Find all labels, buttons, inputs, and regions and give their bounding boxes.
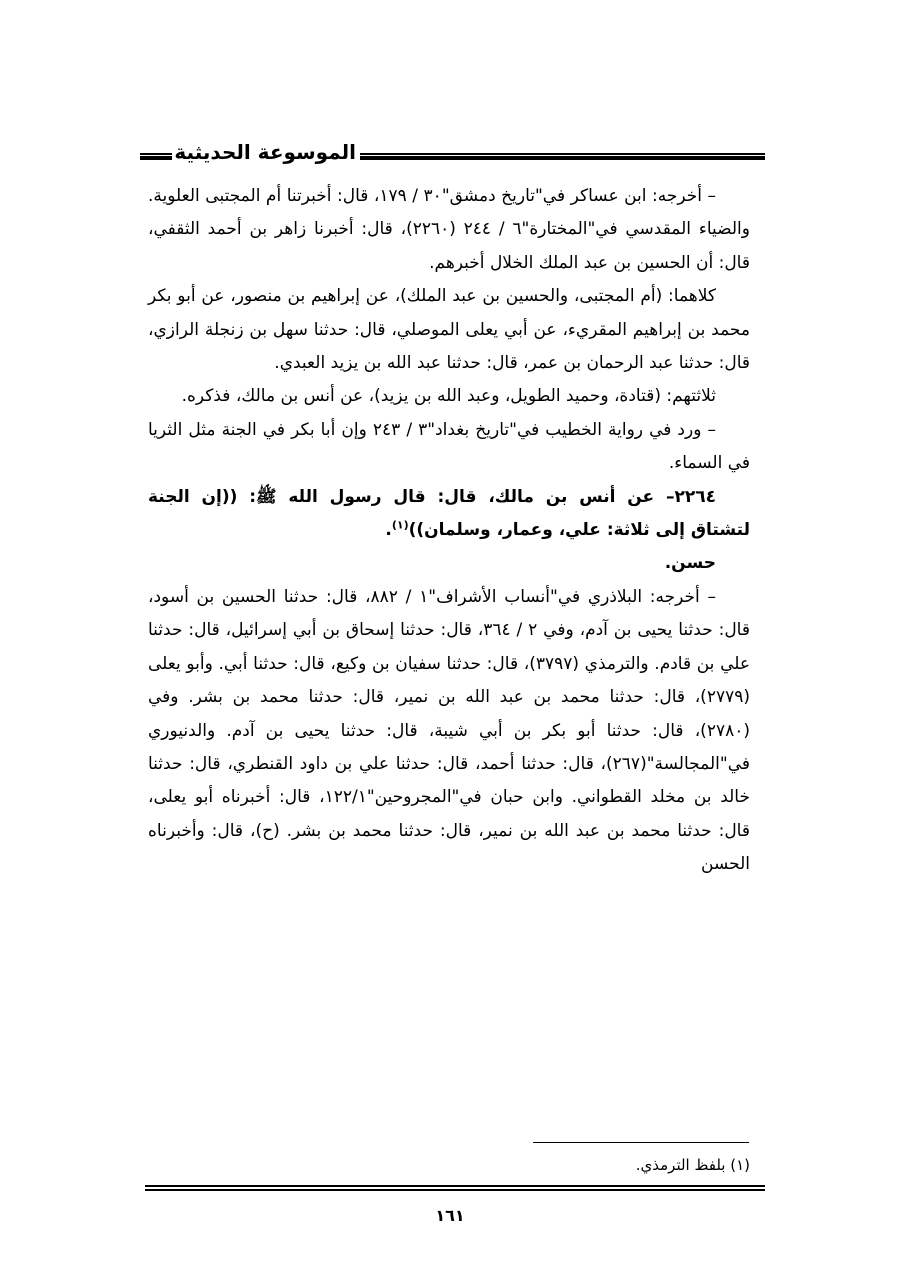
page-number: ١٦١: [435, 1206, 465, 1225]
footer-rule: [145, 1185, 765, 1191]
header-rule-left: [140, 153, 172, 160]
footnote-reference: (١): [391, 518, 409, 532]
footnote-separator: [533, 1142, 749, 1143]
hadith-text: ٢٢٦٤– عن أنس بن مالك، قال: قال رسول الله ﷺ: ((إن الجنة لتشتاق إلى ثلاثة: علي، وعمار، وسلمان)): [148, 486, 750, 541]
paragraph-takhrij-1: – أخرجه: ابن عساكر في"تاريخ دمشق"٣٠ / ١٧٩، قال: أخبرتنا أم المجتبى العلوية. والضياء المقدسي في"المختارة"٦ / ٢٤٤ (٢٢٦٠)، قال: أخبرنا زاهر بن أحمد الثقفي، قال: أن الحسين بن عبد الملك الخلال أخبرهم.: [148, 186, 750, 273]
paragraph-kilahuma: كلاهما: (أم المجتبى، والحسين بن عبد الملك)، عن إبراهيم بن منصور، عن أبو بكر محمد بن إبراهيم المقريء، عن أبي يعلى الموصلي، قال: حدثنا سهل بن زنجلة الرازي، قال: حدثنا عبد الرحمان بن عمر، قال: حدثنا عبد الله بن يزيد العبدي.: [148, 286, 750, 374]
paragraph-thalathatuhum: ثلاثتهم: (قتادة، وحميد الطويل، وعبد الله بن يزيد)، عن أنس بن مالك، فذكره.: [181, 386, 716, 407]
page-header: [140, 140, 765, 176]
hadith-2264: [148, 481, 750, 548]
page-body: [148, 180, 750, 882]
header-title: الموسوعة الحديثية: [174, 140, 356, 164]
hadith-end: .: [385, 520, 392, 541]
paragraph-warada: – ورد في رواية الخطيب في"تاريخ بغداد"٣ / ٢٤٣ وإن أبا بكر في الجنة مثل الثريا في السماء.: [148, 419, 750, 474]
grade: حسن.: [664, 553, 716, 574]
footnote: (١) بلفظ الترمذي.: [635, 1156, 750, 1174]
paragraph-takhrij-2: – أخرجه: البلاذري في"أنساب الأشراف"١ / ٨٨٢، قال: حدثنا الحسين بن أسود، قال: حدثنا يحيى بن آدم، وفي ٢ / ٣٦٤، قال: حدثنا إسحاق بن أبي إسرائيل، قال: حدثنا علي بن قادم. والترمذي (٣٧٩٧)، قال: حدثنا سفيان بن وكيع، قال: حدثنا أبي. وأبو يعلى (٢٧٧٩)، قال: حدثنا محمد بن عبد الله بن نمير، قال: حدثنا محمد بن بشر. وفي (٢٧٨٠)، قال: حدثنا أبو بكر بن أبي شيبة، قال: حدثنا يحيى بن آدم. والدنيوري في"المجالسة"(٢٦٧)، قال: حدثنا أحمد، قال: حدثنا علي بن داود القنطري، قال: حدثنا خالد بن مخلد القطواني. وابن حبان في"المجروحين"١٢٢/١، قال: أخبرناه أبو يعلى، قال: حدثنا محمد بن عبد الله بن نمير، قال: حدثنا محمد بن بشر. (ح)، قال: وأخبرناه الحسن: [148, 586, 751, 875]
header-rule-right: [360, 153, 765, 160]
